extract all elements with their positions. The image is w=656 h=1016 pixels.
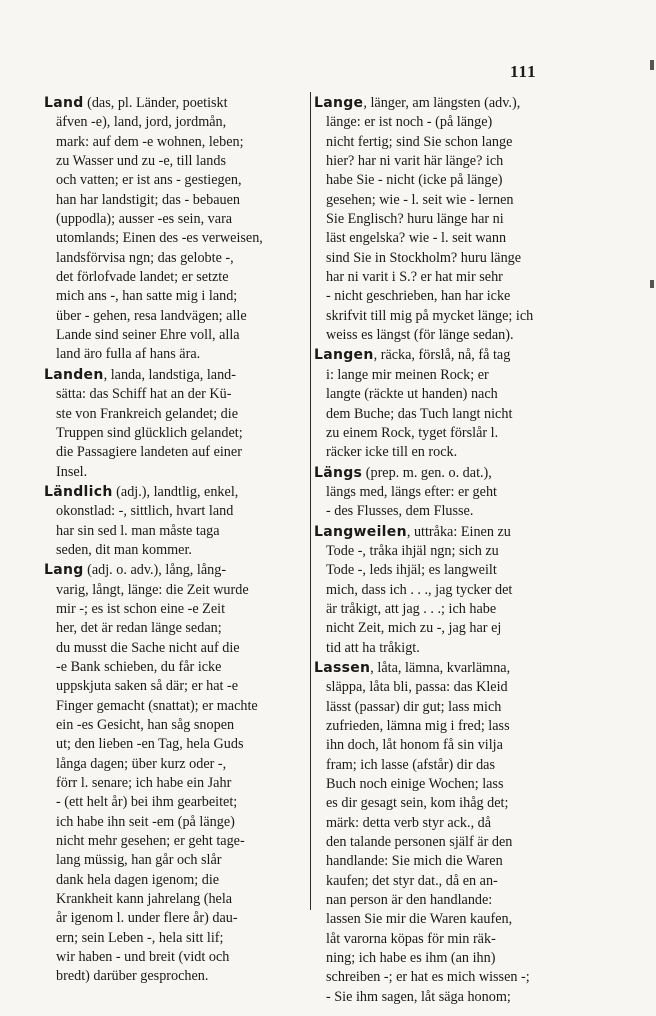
entry-text: mark: auf dem -e wohnen, leben; xyxy=(56,133,244,150)
entry-text: han har landstigit; das - bebauen xyxy=(56,191,240,208)
entry-line xyxy=(314,988,570,1007)
entry-text: är tråkigt, att jag . . .; ich habe xyxy=(326,600,497,617)
entry-line xyxy=(314,502,570,521)
entry-line xyxy=(44,133,309,152)
entry-line xyxy=(314,191,570,210)
entry-line xyxy=(314,210,570,229)
entry-line xyxy=(314,405,570,424)
entry-line xyxy=(314,287,570,306)
entry-line xyxy=(44,677,309,696)
entry-text: , landa, landstiga, land- xyxy=(103,366,237,383)
entry-text: varig, långt, länge: die Zeit wurde xyxy=(56,581,249,598)
entry-text: weiss es längst (för länge sedan). xyxy=(326,327,514,344)
dictionary-entry xyxy=(44,94,309,365)
entry-line xyxy=(314,678,570,697)
dictionary-entry xyxy=(44,561,309,987)
entry-text: handlande: Sie mich die Waren xyxy=(326,853,503,870)
entry-line xyxy=(44,697,309,716)
entry-text: - des Flusses, dem Flusse. xyxy=(326,503,474,520)
entry-text: -e Bank schieben, du får icke xyxy=(56,658,222,675)
entry-text: äfven -e), land, jord, jordmån, xyxy=(56,114,227,131)
dictionary-entry xyxy=(314,523,570,658)
right-column xyxy=(314,94,570,1008)
entry-line xyxy=(314,891,570,910)
entry-text: Insel. xyxy=(56,463,88,480)
entry-text: har ni varit i S.? er hat mir sehr xyxy=(326,269,503,286)
entry-line xyxy=(314,326,570,345)
entry-text: die Passagiere landeten auf einer xyxy=(56,444,242,461)
entry-line xyxy=(44,813,309,832)
entry-text: dank hela dagen igenom; die xyxy=(56,871,220,888)
entry-text: den talande personen själf är den xyxy=(326,834,513,851)
entry-text: land äro fulla af hans ära. xyxy=(56,346,201,363)
entry-line xyxy=(314,833,570,852)
entry-text: , räcka, förslå, nå, få tag xyxy=(373,347,511,364)
entry-line xyxy=(314,113,570,132)
entry-line xyxy=(314,619,570,638)
entry-text: i: lange mir meinen Rock; er xyxy=(326,366,489,383)
entry-line xyxy=(44,424,309,443)
dictionary-entry xyxy=(314,464,570,522)
entry-line xyxy=(44,249,309,268)
entry-text: räcker icke till en rock. xyxy=(326,444,458,461)
entry-text: kaufen; det styr dat., då en an- xyxy=(326,872,498,889)
entry-text: (adj.), landtlig, enkel, xyxy=(112,483,239,500)
entry-text: utomlands; Einen des -es verweisen, xyxy=(56,230,263,247)
entry-text: - nicht geschrieben, han har icke xyxy=(326,288,511,305)
entry-line xyxy=(44,463,309,482)
entry-text: habe Sie - nicht (icke på länge) xyxy=(326,172,503,189)
entry-line xyxy=(314,600,570,619)
entry-text: förr l. senare; ich habe ein Jahr xyxy=(56,775,232,792)
headword: Längs xyxy=(314,464,363,481)
entry-text: skrifvit till mig på mycket länge; ich xyxy=(326,307,534,324)
entry-text: über - gehen, resa landvägen; alle xyxy=(56,307,247,324)
entry-line xyxy=(314,483,570,502)
entry-text: okonstlad: -, sittlich, hvart land xyxy=(56,503,234,520)
entry-line xyxy=(44,287,309,306)
entry-text: år igenom l. under flere år) dau- xyxy=(56,910,238,927)
entry-text: ihn doch, låt honom få sin vilja xyxy=(326,737,503,754)
headword: Lange xyxy=(314,95,364,111)
entry-text: her, det är redan länge sedan; xyxy=(56,620,222,637)
entry-text: zufrieden, lämna mig i fred; lass xyxy=(326,718,510,734)
page-number: 111 xyxy=(510,62,537,81)
entry-text: långa dagen; über kurz oder -, xyxy=(56,755,227,772)
entry-line xyxy=(44,345,309,364)
entry-line xyxy=(44,385,309,404)
entry-line xyxy=(44,793,309,812)
entry-text: - Sie ihm sagen, låt säga honom; xyxy=(326,988,511,1005)
entry-line xyxy=(44,909,309,928)
entry-text: , låta, lämna, kvarlämna, xyxy=(370,659,511,676)
entry-line xyxy=(44,658,309,677)
entry-first-line xyxy=(314,523,570,542)
entry-text: fram; ich lasse (afstår) dir das xyxy=(326,756,495,773)
entry-text: mir -; es ist schon eine -e Zeit xyxy=(56,600,226,617)
entry-line xyxy=(44,307,309,326)
entry-line xyxy=(314,385,570,404)
entry-text: wir haben - und breit (vidt och xyxy=(56,949,230,966)
entry-text: es dir gesagt sein, kom ihåg det; xyxy=(326,795,509,812)
entry-line xyxy=(314,229,570,248)
entry-line xyxy=(314,249,570,268)
entry-line xyxy=(314,852,570,871)
entry-line xyxy=(44,443,309,462)
entry-text: uppskjuta saken så där; er hat -e xyxy=(56,678,239,695)
dictionary-entry xyxy=(314,94,570,345)
entry-text: nicht mehr gesehen; er geht tage- xyxy=(56,833,245,850)
entry-text: ste von Frankreich gelandet; die xyxy=(56,405,239,422)
entry-line xyxy=(44,774,309,793)
entry-text: mich, dass ich . . ., jag tycker det xyxy=(326,581,513,598)
entry-text: landsförvisa ngn; das gelobte -, xyxy=(56,249,234,266)
entry-line xyxy=(44,600,309,619)
entry-line xyxy=(44,522,309,541)
entry-text: lässt (passar) dir gut; lass mich xyxy=(326,698,502,715)
entry-text: du musst die Sache nicht auf die xyxy=(56,639,240,656)
entry-line xyxy=(314,561,570,580)
entry-line xyxy=(314,268,570,287)
entry-line xyxy=(314,171,570,190)
entry-line xyxy=(44,268,309,287)
entry-first-line xyxy=(314,346,570,365)
entry-text: hier? har ni varit här länge? ich xyxy=(326,153,504,170)
entry-line xyxy=(44,716,309,735)
entry-text: , länger, am längsten (adv.), xyxy=(363,95,521,111)
entry-line xyxy=(44,405,309,424)
entry-line xyxy=(314,717,570,736)
entry-text: ning; ich habe es ihm (an ihn) xyxy=(326,950,496,967)
dictionary-entry xyxy=(314,659,570,1007)
entry-line xyxy=(314,910,570,929)
entry-line xyxy=(44,967,309,986)
entry-text: langte (räckte ut handen) nach xyxy=(326,386,498,403)
entry-line xyxy=(314,756,570,775)
entry-line xyxy=(314,639,570,658)
headword: Landen xyxy=(44,366,104,383)
headword: Lassen xyxy=(314,659,371,676)
entry-text: dem Buche; das Tuch langt nicht xyxy=(326,405,513,422)
entry-line xyxy=(314,307,570,326)
entry-text: ich habe ihn seit -em (på länge) xyxy=(56,813,235,830)
entry-text: mich ans -, han satte mig i land; xyxy=(56,288,238,305)
entry-line xyxy=(44,191,309,210)
dictionary-entry xyxy=(44,366,309,482)
entry-first-line xyxy=(314,464,570,483)
entry-text: läst engelska? wie - l. seit wann xyxy=(326,230,507,247)
entry-text: lang müssig, han går och slår xyxy=(56,852,222,869)
entry-first-line xyxy=(314,659,570,678)
entry-line xyxy=(44,581,309,600)
entry-text: - (ett helt år) bei ihm gearbeitet; xyxy=(56,794,238,811)
entry-text: zu einem Rock, tyget förslår l. xyxy=(326,424,499,441)
entry-line xyxy=(314,872,570,891)
entry-text: ut; den lieben -en Tag, hela Guds xyxy=(56,736,244,753)
entry-text: låt varorna köpas för min räk- xyxy=(326,930,496,947)
entry-line xyxy=(44,755,309,774)
column-rule xyxy=(310,92,311,910)
headword: Langen xyxy=(314,347,374,364)
entry-line xyxy=(44,619,309,638)
entry-text: ein -es Gesicht, han såg snopen xyxy=(56,717,235,733)
entry-text: det förlofvade landet; er setzte xyxy=(56,269,229,286)
entry-line xyxy=(44,639,309,658)
entry-line xyxy=(44,502,309,521)
entry-text: (uppodla); ausser -es sein, vara xyxy=(56,211,233,228)
entry-text: länge: er ist noch - (på länge) xyxy=(326,114,493,131)
entry-text: Truppen sind glücklich gelandet; xyxy=(56,424,243,441)
entry-text: , uttråka: Einen zu xyxy=(406,523,511,540)
entry-line xyxy=(44,229,309,248)
entry-text: sätta: das Schiff hat an der Kü- xyxy=(56,386,232,403)
headword: Land xyxy=(44,95,84,111)
entry-line xyxy=(314,949,570,968)
entry-line xyxy=(314,698,570,717)
entry-line xyxy=(314,736,570,755)
entry-first-line xyxy=(314,94,570,113)
entry-line xyxy=(44,871,309,890)
entry-line xyxy=(44,326,309,345)
entry-line xyxy=(44,929,309,948)
entry-line xyxy=(314,930,570,949)
entry-line xyxy=(314,133,570,152)
entry-first-line xyxy=(44,366,309,385)
entry-text: och vatten; er ist ans - gestiegen, xyxy=(56,172,242,189)
entry-line xyxy=(314,424,570,443)
entry-line xyxy=(314,366,570,385)
entry-text: (prep. m. gen. o. dat.), xyxy=(362,464,492,481)
entry-line xyxy=(44,113,309,132)
dictionary-entry xyxy=(314,346,570,462)
entry-text: Lande sind seiner Ehre voll, alla xyxy=(56,327,240,344)
entry-text: Buch noch einige Wochen; lass xyxy=(326,776,504,793)
entry-text: sind Sie in Stockholm? huru länge xyxy=(326,249,522,266)
entry-line xyxy=(314,794,570,813)
left-column xyxy=(44,94,309,988)
entry-text: Tode -, tråka ihjäl ngn; sich zu xyxy=(326,542,499,559)
entry-text: schreiben -; er hat es mich wissen -; xyxy=(326,969,530,986)
entry-line xyxy=(44,832,309,851)
entry-text: har sin sed l. man måste taga xyxy=(56,522,220,539)
entry-line xyxy=(314,443,570,462)
entry-line xyxy=(314,814,570,833)
entry-text: Krankheit kann jahrelang (hela xyxy=(56,891,233,908)
entry-line xyxy=(314,775,570,794)
headword: Langweilen xyxy=(314,523,407,540)
entry-line xyxy=(44,541,309,560)
entry-line xyxy=(44,152,309,171)
entry-first-line xyxy=(44,94,309,113)
entry-first-line xyxy=(44,483,309,502)
entry-text: (das, pl. Länder, poetiskt xyxy=(83,95,228,111)
entry-text: nan person är den handlande: xyxy=(326,892,493,909)
entry-line xyxy=(44,171,309,190)
entry-text: nicht fertig; sind Sie schon lange xyxy=(326,133,513,150)
entry-line xyxy=(314,542,570,561)
headword: Lang xyxy=(44,562,84,579)
entry-line xyxy=(314,152,570,171)
entry-line xyxy=(44,735,309,754)
entry-text: zu Wasser und zu -e, till lands xyxy=(56,153,226,170)
dictionary-entry xyxy=(44,483,309,560)
entry-line xyxy=(44,890,309,909)
page-edge-mark xyxy=(650,60,654,70)
entry-text: seden, dit man kommer. xyxy=(56,541,192,558)
headword: Ländlich xyxy=(44,483,113,500)
entry-line xyxy=(44,851,309,870)
entry-text: tid att ha tråkigt. xyxy=(326,639,420,656)
entry-text: Tode -, leds ihjäl; es langweilt xyxy=(326,562,497,579)
entry-text: släppa, låta bli, passa: das Kleid xyxy=(326,679,508,696)
entry-text: Sie Englisch? huru länge har ni xyxy=(326,211,504,228)
entry-line xyxy=(44,210,309,229)
entry-text: bredt) darüber gesprochen. xyxy=(56,968,209,985)
entry-text: nicht Zeit, mich zu -, jag har ej xyxy=(326,620,502,637)
entry-text: lassen Sie mir die Waren kaufen, xyxy=(326,911,513,928)
entry-text: längs med, längs efter: er geht xyxy=(326,483,497,500)
entry-first-line xyxy=(44,561,309,580)
entry-text: ern; sein Leben -, hela sitt lif; xyxy=(56,929,224,946)
entry-line xyxy=(44,948,309,967)
entry-text: gesehen; wie - l. seit wie - lernen xyxy=(326,191,514,208)
entry-line xyxy=(314,968,570,987)
entry-line xyxy=(314,581,570,600)
page-edge-mark xyxy=(650,280,654,288)
entry-text: (adj. o. adv.), lång, lång- xyxy=(83,562,227,579)
entry-text: Finger gemacht (snattat); er machte xyxy=(56,697,258,714)
entry-text: märk: detta verb styr ack., då xyxy=(326,814,492,831)
